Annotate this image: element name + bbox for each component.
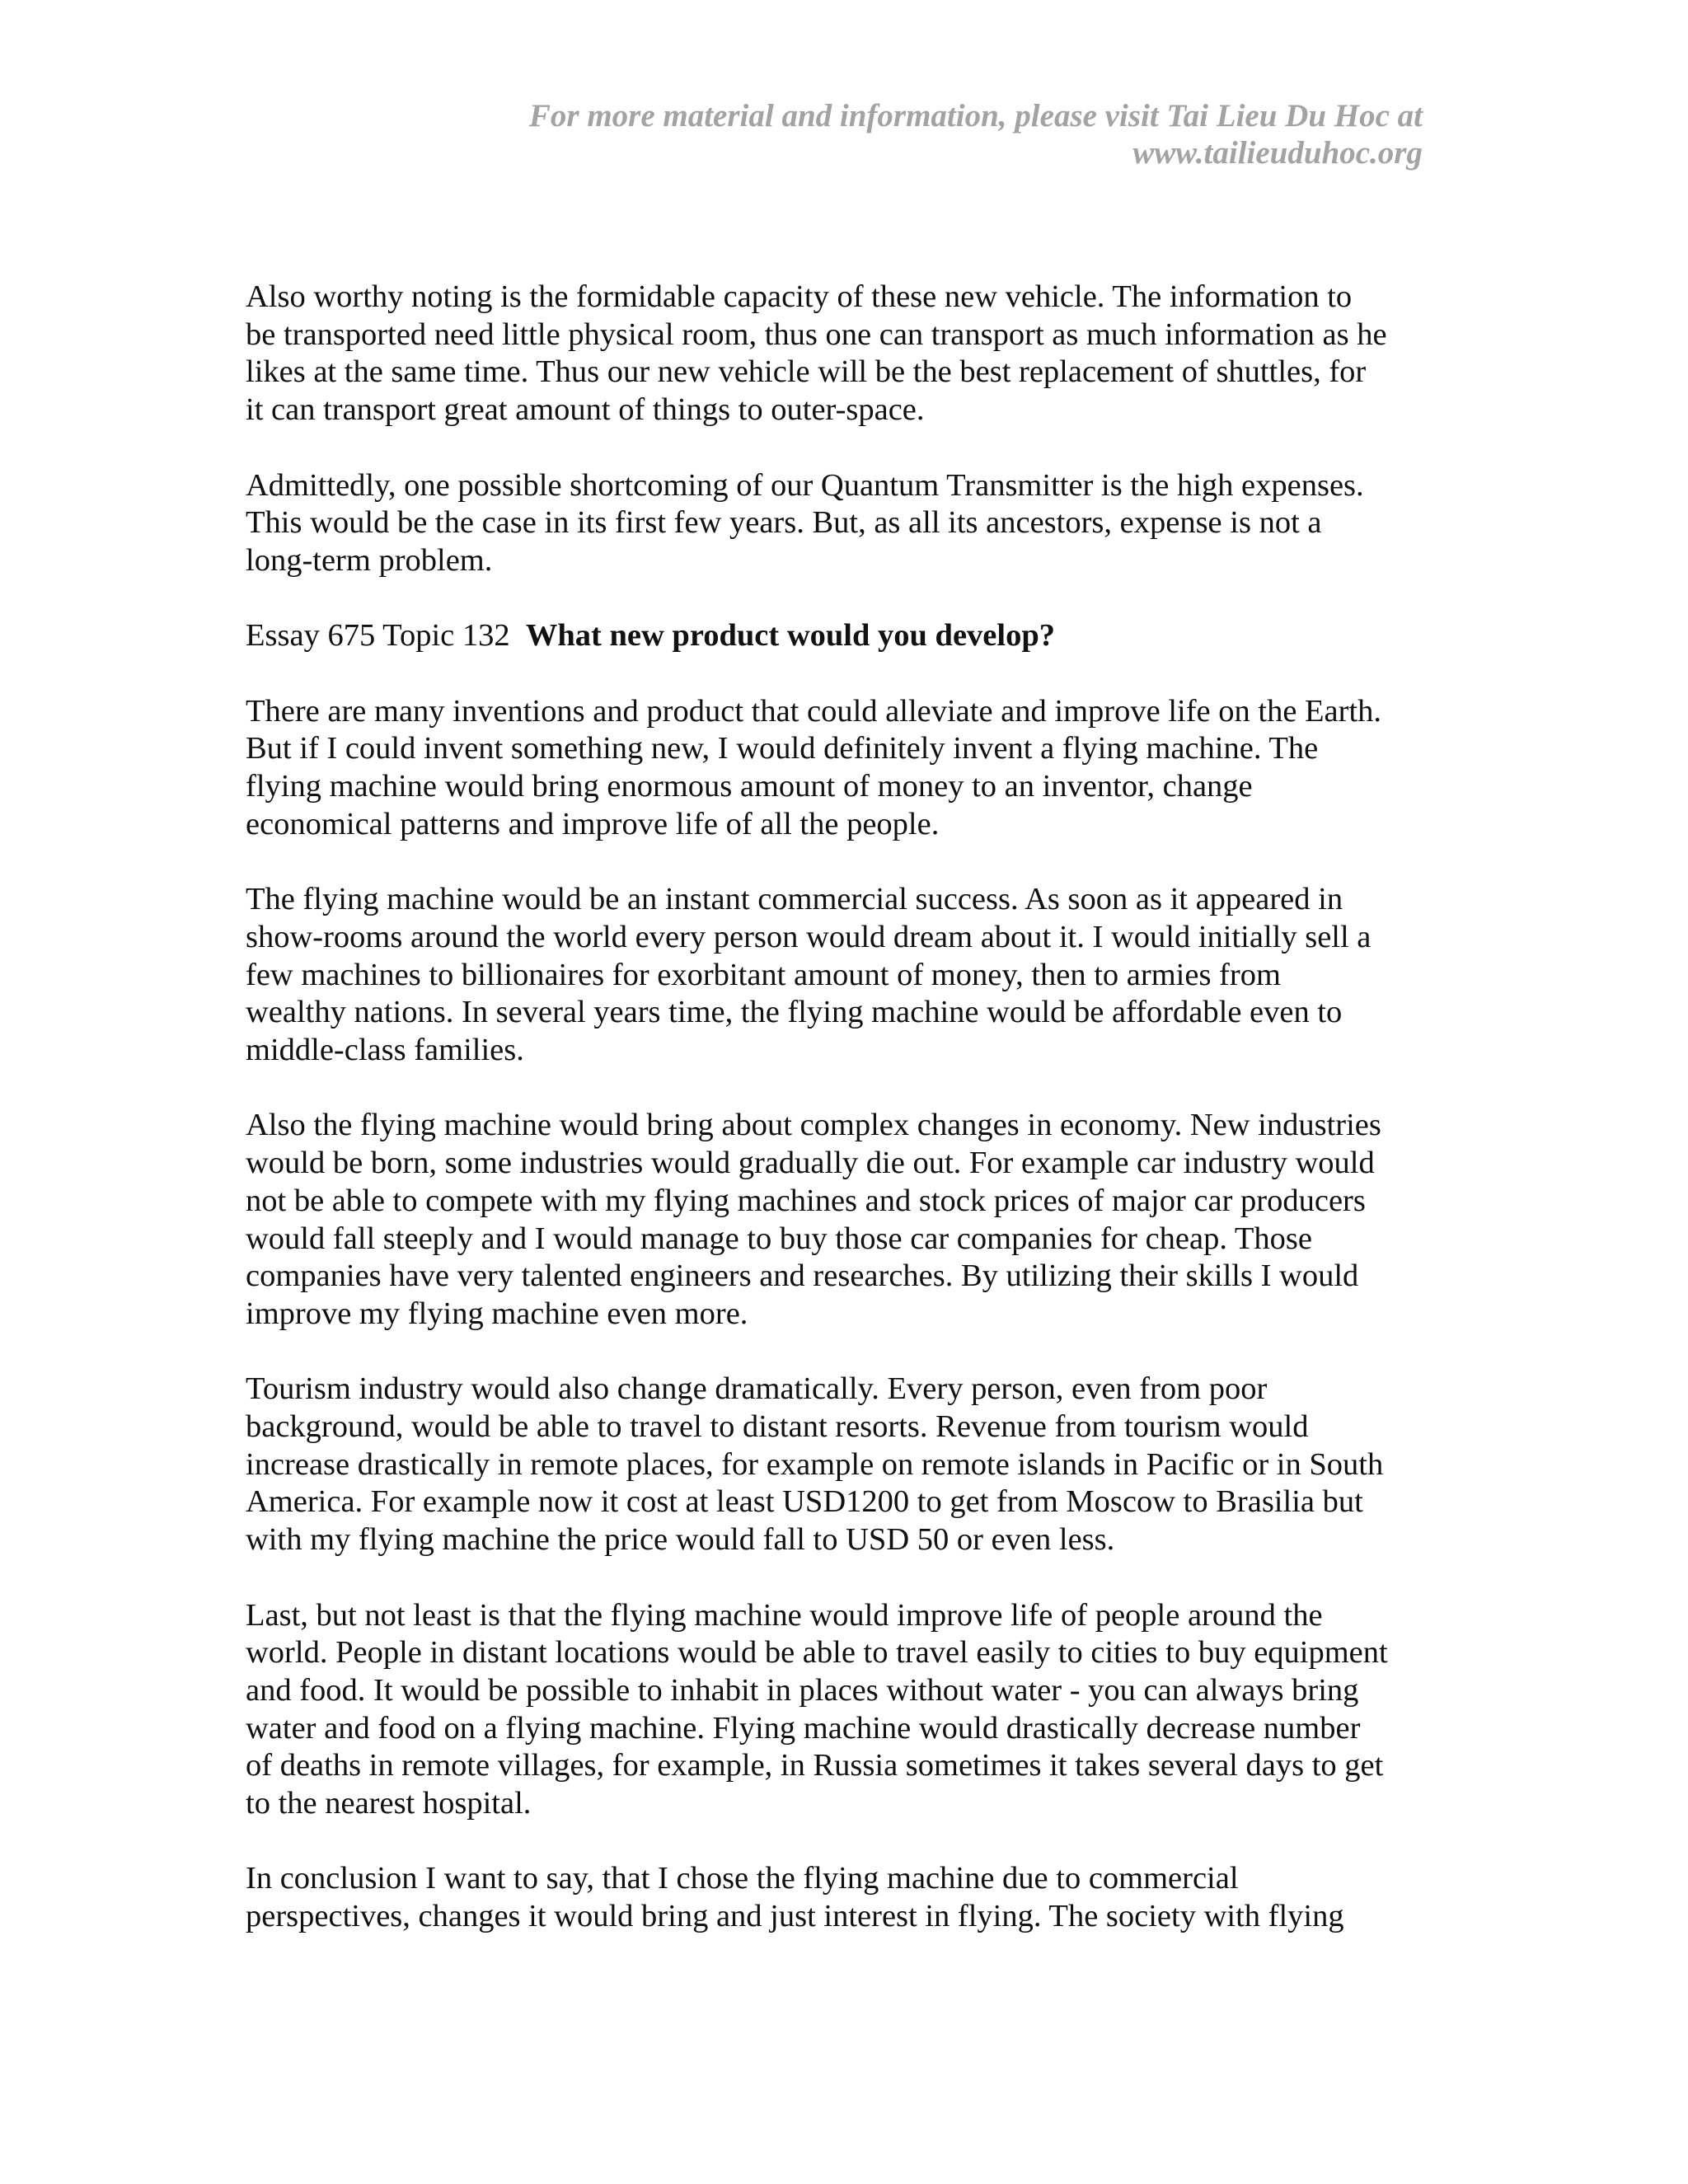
essay-label: Essay 675 Topic 132: [246, 618, 510, 654]
page-header: [434, 97, 1423, 171]
paragraph: The flying machine would be an instant commercial success. As soon as it appeared in show-rooms around the world every person would dream about it. I would initially sell a few machines to billionaires for exorbitant amount of money, then to armies from wealthy nations. In several years time, the flying machine would be affordable even to middle-class families.: [246, 882, 1372, 1067]
document-body: [246, 279, 1449, 1974]
essay-title: What new product would you develop?: [525, 618, 1056, 654]
paragraph: Tourism industry would also change dramatically. Every person, even from poor background, would be able to travel to distant resorts. Revenue from tourism would increase drastically in remote places, for example on remote islands in Pacific or in South America. For example now it cost at least USD1200 to get from Moscow to Brasilia but with my flying machine the price would fall to USD 50 or even less.: [246, 1371, 1384, 1558]
paragraph: Last, but not least is that the flying machine would improve life of people around the world. People in distant locations would be able to travel easily to cities to buy equipment and food. It would be possible to inhabit in places without water - you can always bring water and food on a flying machine. Flying machine would drastically decrease number of deaths in remote villages, for example, in Russia sometimes it takes several days to get to the nearest hospital.: [246, 1597, 1388, 1821]
paragraph: Admittedly, one possible shortcoming of our Quantum Transmitter is the high expenses. This would be the case in its first few years. But, as all its ancestors, expense is not a long-term problem.: [246, 467, 1364, 578]
header-line-1: For more material and information, please visit Tai Lieu Du Hoc at: [528, 98, 1423, 134]
paragraph: Also worthy noting is the formidable capacity of these new vehicle. The information to be transported need little physical room, thus one can transport as much information as he likes at the same time. Thus our new vehicle will be the best replacement of shuttles, for it can transport great amount of things to outer-space.: [246, 279, 1387, 428]
header-website-link[interactable]: www.tailieuduhoc.org: [1132, 135, 1423, 171]
paragraph: There are many inventions and product that could alleviate and improve life on the Earth. But if I could invent something new, I would definitely invent a flying machine. The flying machine would bring enormous amount of money to an inventor, change economical patterns and improve life of all the people.: [246, 693, 1382, 841]
paragraph: In conclusion I want to say, that I chose the flying machine due to commercial perspectives, changes it would bring and just interest in flying. The society with flying: [246, 1861, 1344, 1934]
paragraph: Also the flying machine would bring about complex changes in economy. New industries would be born, some industries would gradually die out. For example car industry would not be able to compete with my flying machines and stock prices of major car producers would fall steeply and I would manage to buy those car companies for cheap. Those companies have very talented engineers and researches. By utilizing their skills I would improve my flying machine even more.: [246, 1108, 1381, 1331]
essay-heading: [246, 617, 1449, 655]
